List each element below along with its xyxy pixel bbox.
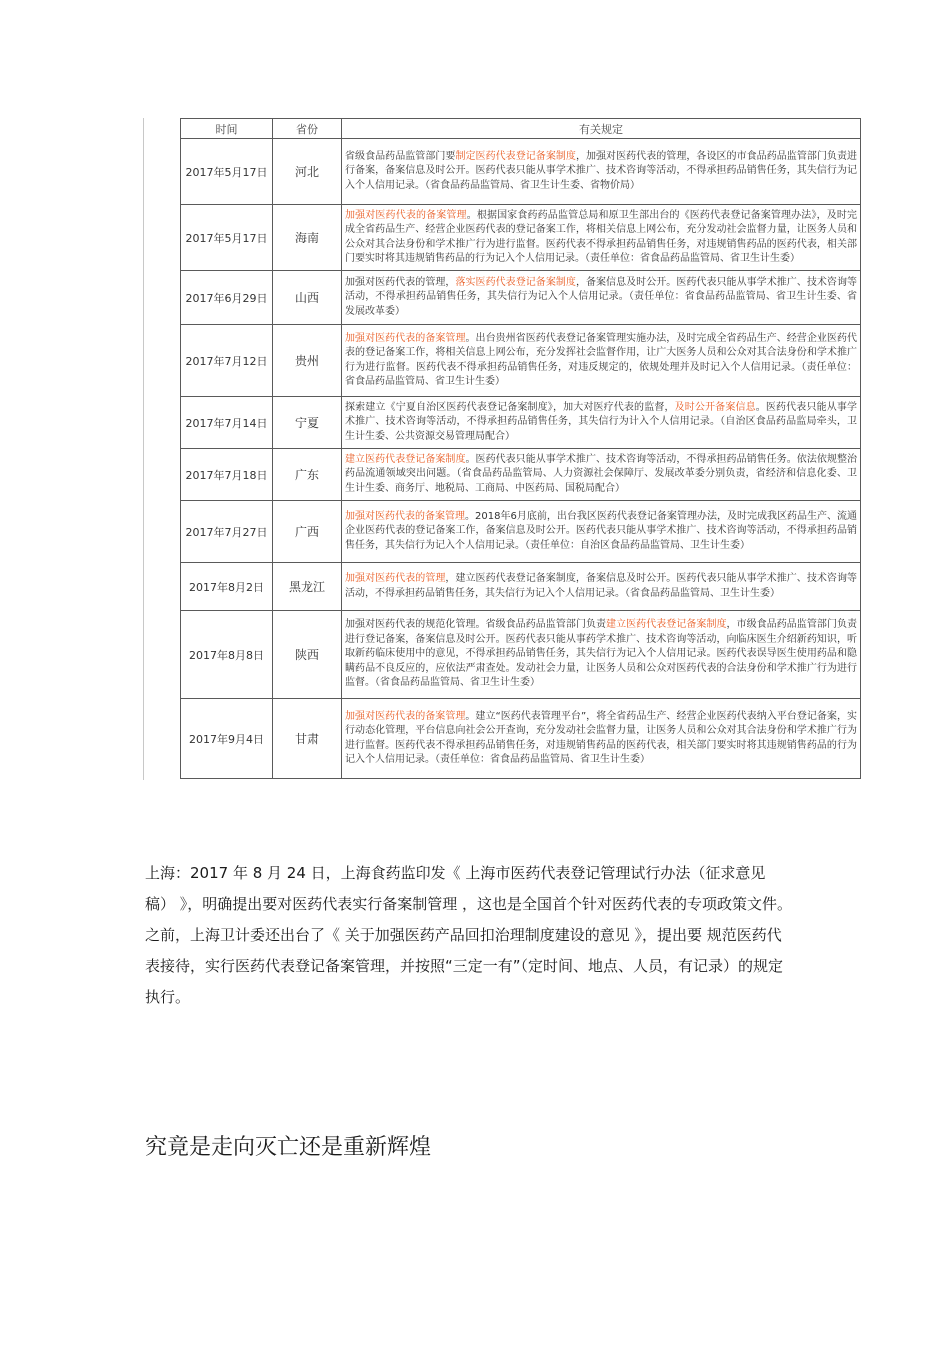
cell-province: 甘肃 <box>273 699 342 779</box>
cell-date: 2017年9月4日 <box>181 699 273 779</box>
table-row <box>181 325 861 397</box>
cell-province: 宁夏 <box>273 397 342 449</box>
cell-rule <box>342 501 861 563</box>
rule-text: 探索建立《宁夏自治区医药代表登记备案制度》，加大对医疗代表的监督， <box>345 401 675 413</box>
cell-date: 2017年8月2日 <box>181 563 273 611</box>
table-header-row <box>181 119 861 139</box>
rule-text: 。出台贵州省医药代表登记备案管理实施办法，及时完成全省药品生产、经营企业医药代表的登记备案工作，将相关信息上网公布，充分发挥社会监督作用，让广大医务人员和公众对其合法身份和学术推广行为进行监督。医药代表不得承担药品销售任务，对违反规定的，依规处理并及时记入个人信用记录。（责任单位：省食品药品监管局、省卫生计生委） <box>345 332 858 387</box>
section-heading: 究竟是走向灭亡还是重新辉煌 <box>145 1135 432 1160</box>
cell-date: 2017年7月27日 <box>181 501 273 563</box>
rule-highlight-text: 落实医药代表登记备案制度 <box>455 276 576 288</box>
cell-rule <box>342 139 861 205</box>
rule-text: 加强对医药代表的管理， <box>345 276 456 288</box>
cell-province: 广东 <box>273 449 342 501</box>
rule-text: ，建立医药代表登记备案制度，备案信息及时公开。医药代表只能从事学术推广、技术咨询等活动，不得承担药品销售任务，其失信行为记入个人信用记录。（省食品药品监管局、卫生计生委） <box>345 573 858 599</box>
rule-text: 。2018年6月底前，出台我区医药代表登记备案管理办法，及时完成我区药品生产、流通企业医药代表的登记备案工作，备案信息及时公开。医药代表只能从事学术推广、技术咨询等活动，不得承担药品销售任务，其失信行为记入个人信用记录。（责任单位：自治区食品药品监管局、卫生计生委） <box>345 510 857 551</box>
rule-highlight-text: 建立医药代表登记备案制度 <box>606 619 727 631</box>
table-row <box>181 699 861 779</box>
rule-text: 。建立“医药代表管理平台”，将全省药品生产、经营企业医药代表纳入平台登记备案，实行动态化管理，平台信息向社会公开查询，充分发动社会监督力量，让医务人员和公众对其合法身份和学术推广行为进行监督。医药代表不得承担药品销售任务，对违规销售药品的医药代表，相关部门要实时将其违规销售药品的行为记入个人信用记录。（责任单位：省食品药品监管局、省卫生计生委） <box>345 710 857 765</box>
cell-date: 2017年8月8日 <box>181 611 273 699</box>
rule-text: ，备案信息及时公开。医药代表只能从事学术推广、技术咨询等活动，不得承担药品销售任务，其失信行为记入个人信用记录。（责任单位：省食品药品监管局、省卫生计生委、省发展改革委） <box>345 276 858 317</box>
cell-date: 2017年6月29日 <box>181 271 273 325</box>
cell-rule <box>342 563 861 611</box>
cell-rule <box>342 611 861 699</box>
rule-highlight-text: 加强对医药代表的管理 <box>345 573 446 584</box>
cell-province: 山西 <box>273 271 342 325</box>
regulation-table <box>180 118 861 779</box>
rule-highlight-text: 加强对医药代表的备案管理 <box>345 332 466 344</box>
header-date: 时间 <box>181 119 273 139</box>
table-row <box>181 139 861 205</box>
rule-text: 加强对医药代表的规范化管理。省级食品药品监管部门负责 <box>345 619 607 631</box>
rule-text: 。医药代表只能从事学术推广、技术咨询等活动，不得承担药品销售任务，其失信行为计入个人信用记录。（自治区食品药品监局牵头，卫生计生委、公共资源交易管理局配合） <box>345 401 858 442</box>
rule-highlight-text: 制定医药代表登记备案制度 <box>455 150 576 162</box>
table-row <box>181 449 861 501</box>
table-row <box>181 563 861 611</box>
cell-rule <box>342 325 861 397</box>
rule-text: ，市级食品药品监管部门负责进行登记备案，备案信息及时公开。医药代表只能从事药学术推广、技术咨询等活动，向临床医生介绍新药知识，听取新药临床使用中的意见，不得承担药品销售任务，其失信行为记入个人信用记录。医药代表误导医生使用药品和隐瞒药品不良反应的，应依法严肃查处。发动社会力量，让医务人员和公众对医药代表的合法身份和学术推广行为进行监督。（省食品药品监管局、省卫生计生委） <box>345 619 858 689</box>
cell-province: 海南 <box>273 205 342 271</box>
cell-rule <box>342 205 861 271</box>
cell-province: 陕西 <box>273 611 342 699</box>
rule-highlight-text: 建立医药代表登记备案制度 <box>345 453 466 465</box>
rule-highlight-text: 加强对医药代表的备案管理 <box>345 510 466 522</box>
cell-date: 2017年7月12日 <box>181 325 273 397</box>
cell-province: 黑龙江 <box>273 563 342 611</box>
rule-text: 。医药代表只能从事学术推广、技术咨询等活动，不得承担药品销售任务。依法依规整治药品流通领域突出问题。（省食品药品监管局、人力资源社会保障厅、发展改革委分别负责，省经济和信息化委、卫生计生委、商务厅、地税局、工商局、中医药局、国税局配合） <box>345 453 858 494</box>
rule-text: 。根据国家食药药品监管总局和原卫生部出台的《医药代表登记备案管理办法》，及时完成全省药品生产、经营企业医药代表的登记备案工作，将相关信息上网公布，充分发动社会监督力量，让医务人员和公众对其合法身份和学术推广行为进行监督。医药代表不得承担药品销售任务，对违规销售药品的医药代表，相关部门要实时将其违规销售药品的行为记入个人信用记录。（责任单位：省食品药品监管局、省卫生计生委） <box>345 209 858 264</box>
cell-date: 2017年7月18日 <box>181 449 273 501</box>
header-province: 省份 <box>273 119 342 139</box>
cell-date: 2017年5月17日 <box>181 205 273 271</box>
cell-rule <box>342 699 861 779</box>
cell-rule <box>342 397 861 449</box>
table-row <box>181 611 861 699</box>
shanghai-paragraph: 上海：2017 年 8 月 24 日，上海食药监印发《 上海市医药代表登记管理试行办法（征求意见稿） 》，明确提出要对医药代表实行备案制管理 ，这也是全国首个针对医药代表的专项政策文件。之前，上海卫计委还出台了《 关于加强医药产品回扣治理制度建设的意见 》，提出要 规范医药代表接待，实行医药代表登记备案管理，并按照“三定一有”（定时间、地点、人员，有记录）的规定执行。 <box>145 864 793 1006</box>
rule-highlight-text: 及时公开备案信息 <box>674 401 756 413</box>
cell-province: 贵州 <box>273 325 342 397</box>
rule-highlight-text: 加强对医药代表的备案管理 <box>345 209 467 221</box>
table-row <box>181 397 861 449</box>
cell-province: 河北 <box>273 139 342 205</box>
rule-highlight-text: 加强对医药代表的备案管理 <box>345 710 466 722</box>
cell-province: 广西 <box>273 501 342 563</box>
table-row <box>181 271 861 325</box>
table-row <box>181 501 861 563</box>
cell-date: 2017年7月14日 <box>181 397 273 449</box>
margin-line <box>143 118 144 780</box>
cell-rule <box>342 271 861 325</box>
cell-rule <box>342 449 861 501</box>
table-row <box>181 205 861 271</box>
header-rules: 有关规定 <box>342 119 861 139</box>
rule-text: 省级食品药品监管部门要 <box>345 150 456 162</box>
cell-date: 2017年5月17日 <box>181 139 273 205</box>
rule-text: ，加强对医药代表的管理，各设区的市食品药品监管部门负责进行备案，备案信息及时公开。医药代表只能从事学术推广、技术咨询等活动，不得承担药品销售任务，其失信行为记入个人信用记录。（省食品药品监管局、省卫生计生委、省物价局） <box>345 150 858 191</box>
